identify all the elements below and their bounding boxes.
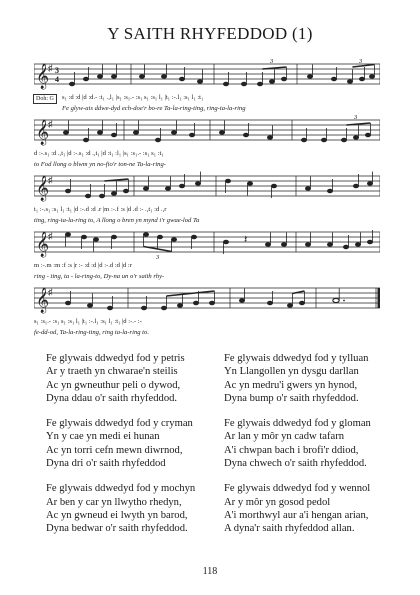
verse-line: Ac yn torri cefn mewn diwrnod, <box>46 444 183 456</box>
lyric-line-1: Fe glyw-ais ddwe-dyd ech-doe'r bo-re Ta-la-ring-ting, ring-ta-la-ring <box>62 105 246 112</box>
music-system-5 <box>34 282 380 340</box>
lyric-line-5: fe-dd-od, Ta-la-ring-ting, ring ta-la-ring to. <box>34 329 149 336</box>
stanza <box>46 417 226 470</box>
svg-text:𝄞: 𝄞 <box>36 64 50 89</box>
song-title: Y SAITH RHYFEDDOD (1) <box>107 24 313 43</box>
staff-4 <box>34 226 380 260</box>
verse-line: Fe glywais ddwedyd fod y wennol <box>224 483 371 495</box>
verse-line: Fe glywais ddwedyd fod y gloman <box>224 418 371 430</box>
verse-line: Ac yn medru'i gwers yn hynod, <box>224 379 358 391</box>
verse-line: Fe glywais ddwedyd fod y tylluan <box>224 353 369 364</box>
stanza <box>224 417 404 470</box>
verse-line: A'i morthwyl aur a'i hengan arian, <box>224 509 369 521</box>
verses-right-column <box>224 352 404 548</box>
svg-text:𝄞: 𝄞 <box>36 287 50 312</box>
music-system-2 <box>34 114 380 172</box>
stanza <box>224 482 404 535</box>
stanza <box>224 352 404 405</box>
verses-left-column <box>46 352 226 548</box>
verse-line: Dyna dri o'r saith rhyfeddod <box>46 458 166 470</box>
verse-line: Dyna chwech o'r saith rhyfeddod. <box>224 458 367 470</box>
svg-text:𝄞: 𝄞 <box>36 231 50 256</box>
verse-line: Dyna bump o'r saith rhyfeddod. <box>224 392 359 404</box>
lyric-line-2: to Fod llong o blwm yn no-fio'r ton-ne Ta-la-ring- <box>34 161 166 168</box>
verse-line: Ac yn gwneud ei lwyth yn barod, <box>46 509 188 521</box>
svg-text:♯: ♯ <box>48 175 53 185</box>
verse-line: Ar y traeth yn chwarae'n steilis <box>46 366 178 378</box>
verse-line: Ar y môr yn gosod pedol <box>224 496 331 508</box>
svg-text:3: 3 <box>359 58 363 65</box>
staff-5 <box>34 282 380 316</box>
music-system-1 <box>34 58 380 116</box>
svg-text:4: 4 <box>55 75 59 84</box>
svg-text:♯: ♯ <box>48 287 53 297</box>
svg-text:𝄽: 𝄽 <box>244 234 248 246</box>
staff-3 <box>34 170 380 204</box>
solfa-line-4: m :-.m :m :f :s |r :- :d :d |d :-.d :d |d :r <box>34 262 132 269</box>
svg-text:♯: ♯ <box>48 63 53 73</box>
stanza <box>46 482 226 535</box>
verse-line: A dyna'r saith rhyfeddod allan. <box>224 523 355 535</box>
svg-text:3: 3 <box>156 254 160 260</box>
page-number: 118 <box>202 566 218 577</box>
verse-line: Fe glywais ddwedyd fod y petris <box>46 353 185 364</box>
svg-text:3: 3 <box>55 66 59 75</box>
verse-line: Ac yn gwneuthur peli o dywod, <box>46 379 181 391</box>
svg-text:𝄞: 𝄞 <box>36 175 50 200</box>
svg-text:♯: ♯ <box>48 231 53 241</box>
lyric-line-4: ring - ting, ta - la-ring-to, Dy-na un o'r saith rhy- <box>34 273 165 280</box>
solfa-line-2: d :-.s₁ :d .,t₁ |d :-.s₁ :d .,t₁ |d :t₁ :l₁ |s₁ :s₁.- :s₁ s₁ :t₁ <box>34 150 164 157</box>
verse-line: Yn y cae yn medi ei hunan <box>46 431 160 443</box>
verse-line: Dyna ddau o'r saith rhyfeddod. <box>46 392 178 404</box>
staff-1 <box>34 58 380 92</box>
verse-line: Yn Llangollen yn dysgu darllan <box>224 366 359 378</box>
verse-line: Fe glywais ddwedyd fod y mochyn <box>46 483 196 495</box>
verse-line: Ar lan y môr yn cadw tafarn <box>224 431 345 443</box>
key-signature-label: Doh: G <box>33 94 57 104</box>
verse-line: Ar ben y car yn llwytho rhedyn, <box>46 496 182 508</box>
music-system-4 <box>34 226 380 284</box>
verse-line: Dyna bedwar o'r saith rhyfeddod. <box>46 523 188 535</box>
verse-line: A'i chwpan bach i brofi'r ddiod, <box>224 444 359 456</box>
music-system-3 <box>34 170 380 228</box>
solfa-line-5: s₁ :s₁.- :s₁ s₁ :s₁ l₁ |t₁ :-.l₁ :s₁ l₁ :t₁ |d :-.- :- <box>34 318 142 325</box>
lyric-line-3: ting, ring-ta-la-ring to, A llong o bren yn mynd i'r gwae-lod Ta <box>34 217 200 224</box>
staff-2 <box>34 114 380 148</box>
svg-text:♯: ♯ <box>48 119 53 129</box>
svg-text:3: 3 <box>270 58 274 65</box>
verse-line: Fe glywais ddwedyd fod y cryman <box>46 418 193 430</box>
svg-text:𝄞: 𝄞 <box>36 119 50 144</box>
solfa-line-3: t₁ :-.s₁ :s₁ l₁ :t₁ |d :-.d :d .r |m :-.f :s |d .d :- .,t₁ :d .,r <box>34 206 167 213</box>
svg-text:3: 3 <box>354 114 358 121</box>
stanza <box>46 352 226 405</box>
solfa-line-1: s₁ :d :d |d :d.- :t₁ .,l₁ |s₁ :s₁.- :s₁ s₁ :s₁ l₁ |t₁ :-.l₁ :s₁ l₁ :t₁ <box>62 94 204 101</box>
